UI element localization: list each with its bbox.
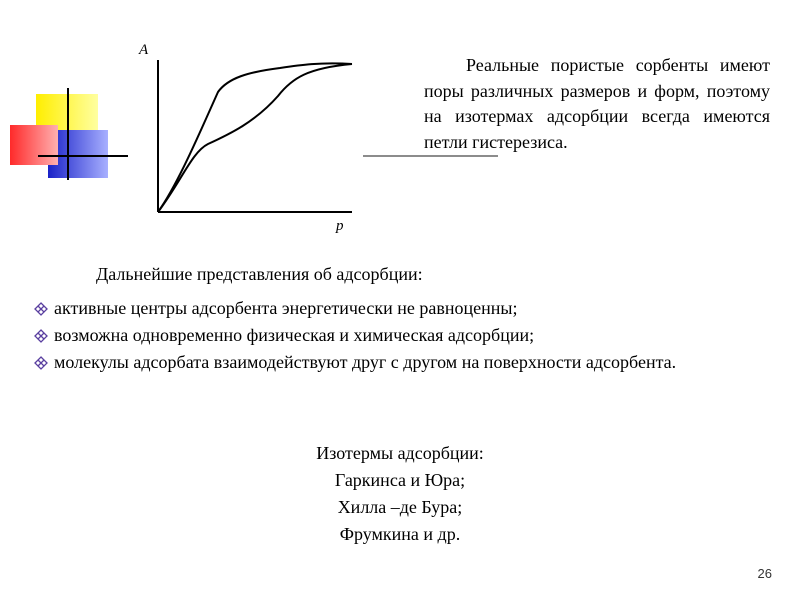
desorption-branch [158, 63, 352, 212]
intro-paragraph: Реальные пористые сорбенты имеют поры различных размеров и форм, поэтому на изотермах адсорбции всегда имеются петли гистерезиса. [424, 55, 770, 152]
bullet-list [34, 295, 752, 376]
list-item [34, 322, 752, 349]
diamond-bullet-icon [34, 329, 48, 343]
hysteresis-graph [130, 40, 370, 240]
red-square [10, 125, 58, 165]
diamond-bullet-icon [34, 356, 48, 370]
x-axis-label: p [336, 218, 344, 234]
adsorption-branch [158, 64, 352, 212]
y-axis-label: A [139, 42, 149, 58]
list-item [34, 295, 752, 322]
divider-line [363, 155, 498, 157]
hysteresis-plot [130, 40, 370, 240]
decorative-color-blocks [0, 0, 140, 200]
isotherm-item: Фрумкина и др. [339, 524, 461, 544]
bullet-text: молекулы адсорбата взаимодействуют друг с другом на поверхности адсорбента. [54, 352, 677, 372]
diamond-bullet-icon [34, 302, 48, 316]
isotherm-item: Хилла –де Бура; [337, 497, 463, 517]
bullet-text: возможна одновременно физическая и химическая адсорбции; [54, 325, 535, 345]
bullet-text: активные центры адсорбента энергетически не равноценны; [54, 298, 518, 318]
isotherms-title: Изотермы адсорбции: [316, 443, 484, 463]
page-number: 26 [757, 566, 772, 581]
isotherm-item: Гаркинса и Юра; [334, 470, 466, 490]
list-item [34, 349, 752, 376]
isotherms-block [0, 440, 800, 548]
section-title: Дальнейшие представления об адсорбции: [96, 264, 423, 284]
